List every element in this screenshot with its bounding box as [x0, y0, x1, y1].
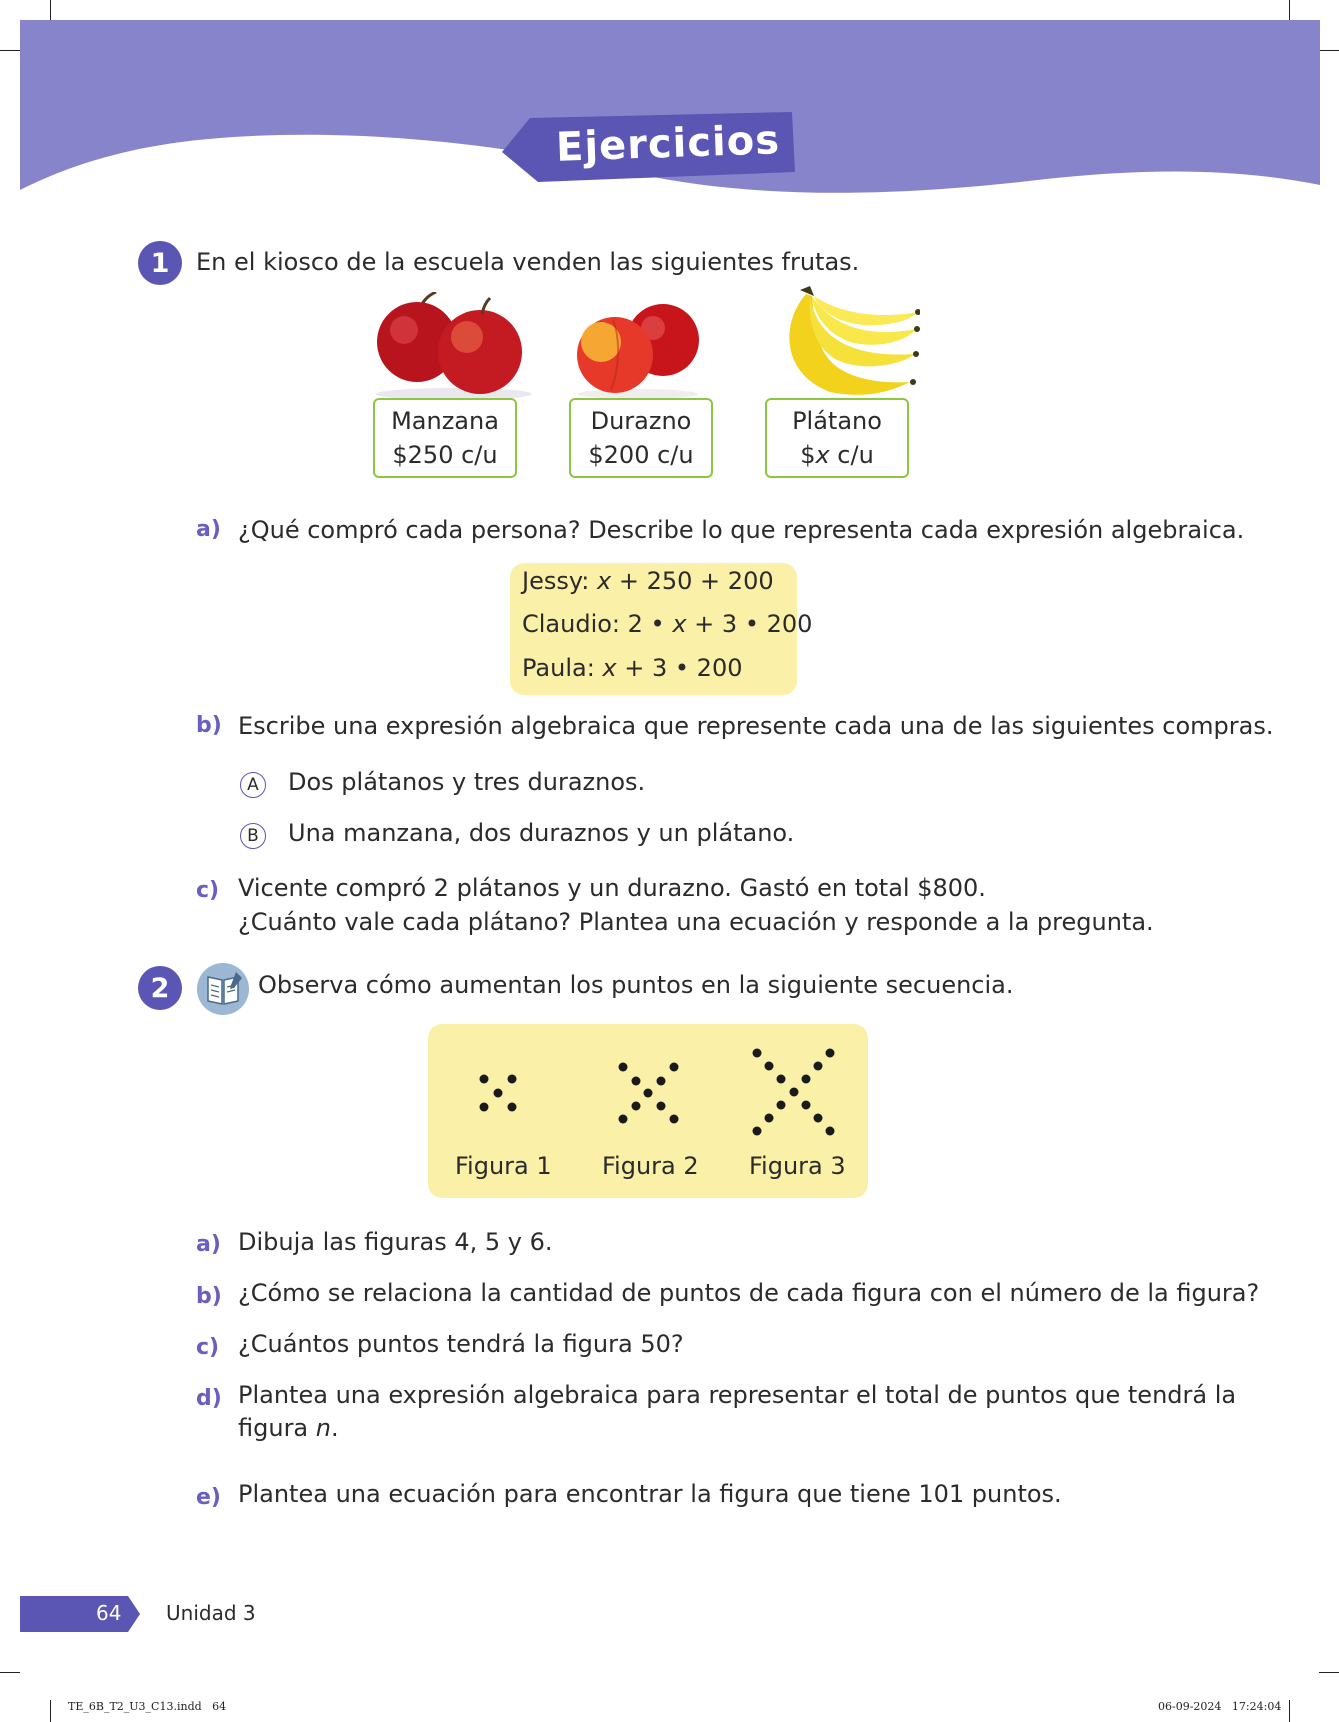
- price-prefix: $: [800, 441, 816, 469]
- fruit-name: Plátano: [792, 407, 882, 435]
- person-name: Paula:: [522, 654, 595, 682]
- exercise-number: 2: [138, 966, 182, 1010]
- algebraic-expression: x + 250 + 200: [597, 567, 774, 595]
- text-segment: .: [330, 1414, 339, 1442]
- algebraic-expression: 2 • x + 3 • 200: [627, 610, 813, 638]
- question-label: c): [196, 878, 220, 903]
- question-text: Escribe una expresión algebraica que represente cada una de las siguientes compras.: [238, 712, 1274, 740]
- question-label: a): [196, 1232, 221, 1257]
- price-suffix: c/u: [829, 441, 874, 469]
- crop-mark: [1289, 1700, 1290, 1722]
- price-card-platano: [765, 398, 909, 478]
- fruit-name: Manzana: [391, 407, 499, 435]
- person-name: Claudio:: [522, 610, 621, 638]
- question-text-line2: ¿Cuánto vale cada plátano? Plantea una ecuación y responde a la pregunta.: [238, 908, 1154, 936]
- option-text: Una manzana, dos duraznos y un plátano.: [288, 819, 795, 847]
- crop-mark: [0, 1672, 20, 1673]
- unit-label: Unidad 3: [166, 1601, 256, 1625]
- fruit-price: [767, 438, 907, 472]
- crop-mark: [50, 0, 51, 20]
- file-info: TE_6B_T2_U3_C13.indd 64: [68, 1700, 227, 1713]
- fruit-name: Durazno: [590, 407, 692, 435]
- crop-mark: [1319, 50, 1339, 51]
- question-text-line2: [238, 1412, 339, 1445]
- apples-image: [372, 292, 537, 402]
- price-variable: x: [815, 441, 830, 469]
- figure-label: Figura 1: [455, 1152, 552, 1180]
- figure-label: Figura 2: [602, 1152, 699, 1180]
- fruit-price: $250 c/u: [392, 441, 498, 469]
- expression-claudio: [522, 608, 812, 641]
- question-label: a): [196, 517, 221, 542]
- peaches-image: [573, 300, 703, 400]
- timestamp: 06-09-2024 17:24:04: [1158, 1700, 1282, 1713]
- crop-mark: [0, 50, 20, 51]
- question-text: ¿Cómo se relaciona la cantidad de puntos de cada figura con el número de la figura?: [238, 1279, 1260, 1307]
- question-label: b): [196, 1284, 222, 1309]
- question-label: d): [196, 1386, 222, 1411]
- expression-jessy: [522, 565, 774, 598]
- question-text: Dibuja las figuras 4, 5 y 6.: [238, 1228, 553, 1256]
- option-text: Dos plátanos y tres duraznos.: [288, 768, 646, 796]
- exercise-intro: En el kiosco de la escuela venden las siguientes frutas.: [196, 248, 860, 276]
- figure-2-dots: [619, 1063, 679, 1124]
- notebook-icon: [196, 962, 250, 1016]
- figure-1-dots: [480, 1075, 517, 1112]
- person-name: Jessy:: [522, 567, 590, 595]
- figure-3-dots: [753, 1049, 835, 1136]
- question-label: c): [196, 1335, 220, 1360]
- question-label: e): [196, 1485, 221, 1510]
- question-text-line1: Vicente compró 2 plátanos y un durazno. Gastó en total $800.: [238, 874, 986, 902]
- price-card-durazno: [569, 398, 713, 478]
- exercise-intro: Observa cómo aumentan los puntos en la siguiente secuencia.: [258, 971, 1014, 999]
- expression-paula: [522, 652, 742, 685]
- algebraic-expression: x + 3 • 200: [602, 654, 743, 682]
- crop-mark: [1319, 1672, 1339, 1673]
- page-number-tab: [20, 1596, 140, 1632]
- option-letter-a: A: [240, 772, 266, 798]
- fruit-price: $200 c/u: [588, 441, 694, 469]
- question-text: ¿Cuántos puntos tendrá la figura 50?: [238, 1330, 684, 1358]
- crop-mark: [1289, 0, 1290, 20]
- dot-sequence: [428, 1024, 868, 1144]
- crop-mark: [50, 1700, 51, 1722]
- bananas-image: [770, 284, 920, 399]
- figure-label: Figura 3: [749, 1152, 846, 1180]
- option-letter-b: B: [240, 823, 266, 849]
- text-segment: figura: [238, 1414, 316, 1442]
- variable-n: n: [315, 1414, 331, 1442]
- question-text-line1: Plantea una expresión algebraica para representar el total de puntos que tendrá la: [238, 1381, 1237, 1409]
- question-label: b): [196, 713, 222, 738]
- question-text: Plantea una ecuación para encontrar la figura que tiene 101 puntos.: [238, 1480, 1062, 1508]
- page-title: Ejercicios: [555, 117, 781, 171]
- exercise-number: 1: [138, 241, 182, 285]
- page-number: 64: [96, 1601, 122, 1625]
- question-text: ¿Qué compró cada persona? Describe lo que representa cada expresión algebraica.: [238, 516, 1245, 544]
- price-card-manzana: [373, 398, 517, 478]
